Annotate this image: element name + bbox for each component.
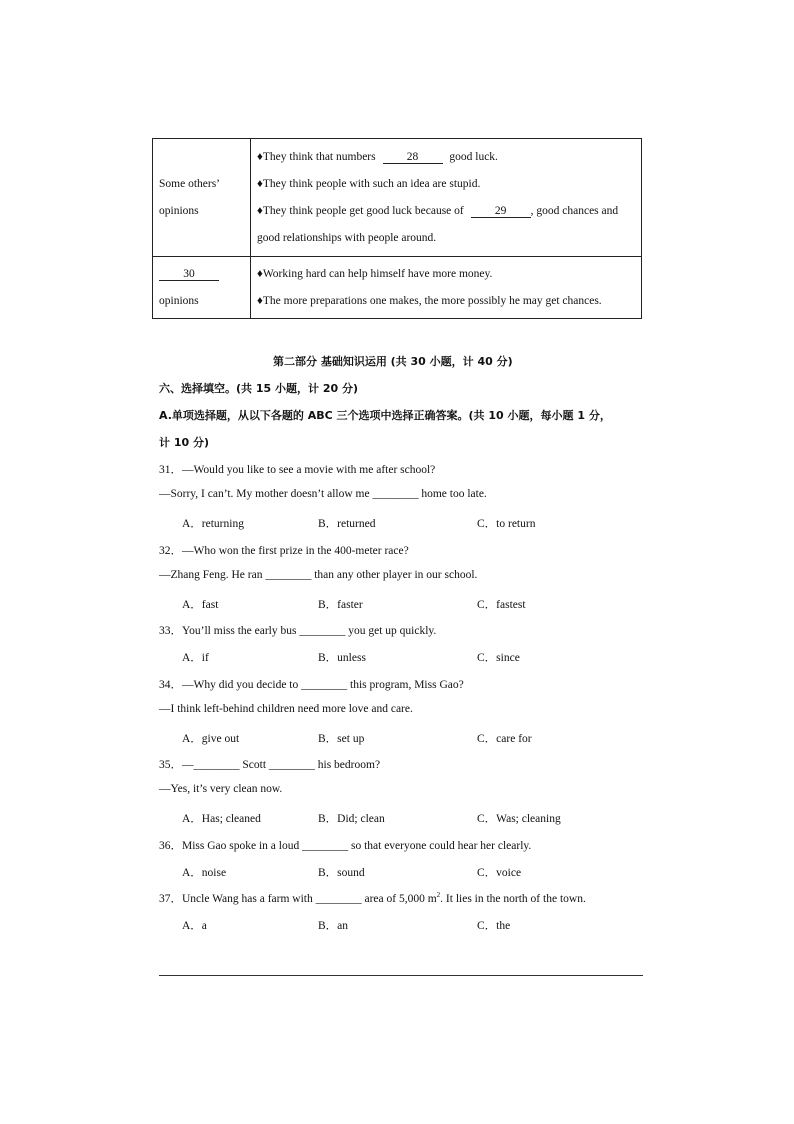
q37-stem-text: . It lies in the north of the town. bbox=[440, 893, 586, 905]
q34-option-a: A．give out bbox=[182, 733, 240, 745]
q32-stem: 32．—Who won the first prize in the 400-meter race? bbox=[159, 545, 409, 557]
row1-bullet-1 bbox=[257, 151, 498, 164]
q37-option-a: A．a bbox=[182, 920, 207, 932]
q31-response: —Sorry, I can’t. My mother doesn’t allow me ________ home too late. bbox=[159, 488, 487, 500]
q32-response: —Zhang Feng. He ran ________ than any other player in our school. bbox=[159, 569, 478, 581]
q36-option-b: B．sound bbox=[318, 867, 365, 879]
row1-label-line2: opinions bbox=[159, 205, 199, 217]
q34-response: —I think left-behind children need more love and care. bbox=[159, 703, 413, 715]
q37-superscript: 2 bbox=[436, 891, 441, 900]
q33-stem: 33．You’ll miss the early bus ________ you get up quickly. bbox=[159, 625, 437, 637]
q32-option-b: B．faster bbox=[318, 599, 363, 611]
part-title: 第二部分 基础知识运用 (共 30 小题，计 40 分) bbox=[273, 355, 513, 368]
q37-option-c: C．the bbox=[477, 920, 511, 932]
q33-option-a: A．if bbox=[182, 652, 209, 664]
q31-option-a: A．returning bbox=[182, 518, 244, 530]
row2-bullet-2: ♦The more preparations one makes, the more possibly he may get chances. bbox=[257, 295, 602, 307]
q36-option-a: A．noise bbox=[182, 867, 227, 879]
page-bottom-rule bbox=[159, 975, 643, 976]
q35-option-b: B．Did; clean bbox=[318, 813, 385, 825]
q37-stem bbox=[159, 890, 586, 906]
q35-option-c: C．Was; cleaning bbox=[477, 813, 561, 825]
row2-label-line1 bbox=[159, 268, 219, 281]
row2-bullet-1: ♦Working hard can help himself have more money. bbox=[257, 268, 493, 280]
row1-label-line1: Some others’ bbox=[159, 178, 221, 190]
q37-stem-text: 37．Uncle Wang has a farm with ________ area of 5,000 m bbox=[159, 893, 437, 905]
q36-stem: 36．Miss Gao spoke in a loud ________ so that everyone could hear her clearly. bbox=[159, 840, 532, 852]
q34-option-c: C．care for bbox=[477, 733, 532, 745]
q31-stem: 31．—Would you like to see a movie with me after school? bbox=[159, 464, 436, 476]
row1-bullet-3-continued: good relationships with people around. bbox=[257, 232, 437, 244]
answer-blank-29: 29 bbox=[471, 206, 531, 218]
table-row-divider bbox=[153, 256, 641, 257]
q31-option-c: C．to return bbox=[477, 518, 536, 530]
instruction-line-2: 计 10 分) bbox=[159, 436, 209, 449]
q33-option-b: B．unless bbox=[318, 652, 366, 664]
q36-option-c: C．voice bbox=[477, 867, 522, 879]
q35-option-a: A．Has; cleaned bbox=[182, 813, 261, 825]
q34-stem: 34．—Why did you decide to ________ this program, Miss Gao? bbox=[159, 679, 464, 691]
section-subtitle: 六、选择填空。(共 15 小题，计 20 分) bbox=[159, 382, 358, 395]
q32-option-a: A．fast bbox=[182, 599, 219, 611]
row2-label-line2: opinions bbox=[159, 295, 199, 307]
bullet-text: ♦They think that numbers bbox=[257, 151, 376, 163]
q37-option-b: B．an bbox=[318, 920, 349, 932]
bullet-text: , good chances and bbox=[530, 205, 619, 217]
instruction-line-1: A.单项选择题，从以下各题的 ABC 三个选项中选择正确答案。(共 10 小题，每小题 1 分， bbox=[159, 409, 611, 422]
table-column-divider bbox=[250, 139, 251, 318]
q32-option-c: C．fastest bbox=[477, 599, 526, 611]
row1-bullet-2: ♦They think people with such an idea are stupid. bbox=[257, 178, 481, 190]
bullet-text: good luck. bbox=[449, 151, 498, 163]
q31-option-b: B．returned bbox=[318, 518, 376, 530]
row1-bullet-3 bbox=[257, 205, 618, 218]
q35-stem: 35．—________ Scott ________ his bedroom? bbox=[159, 759, 381, 771]
q33-option-c: C．since bbox=[477, 652, 520, 664]
q34-option-b: B．set up bbox=[318, 733, 365, 745]
bullet-text: ♦They think people get good luck because of bbox=[257, 205, 464, 217]
answer-blank-28: 28 bbox=[383, 152, 443, 164]
q35-response: —Yes, it’s very clean now. bbox=[159, 783, 283, 795]
answer-blank-30: 30 bbox=[159, 269, 219, 281]
opinions-table bbox=[152, 138, 642, 319]
